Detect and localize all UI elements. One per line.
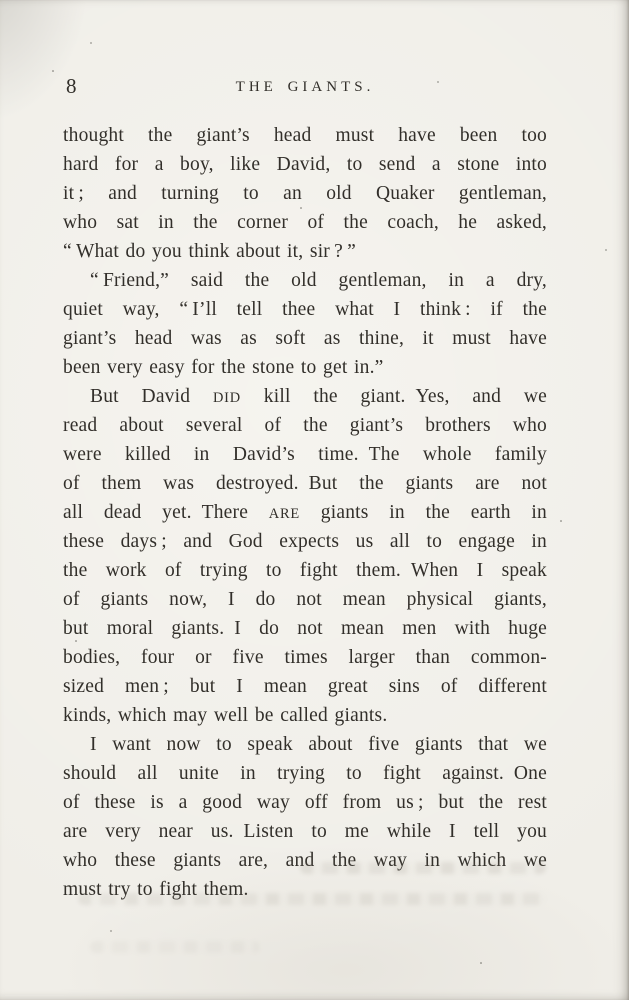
scan-speck <box>110 930 112 932</box>
scan-speck <box>52 70 54 72</box>
text-line: hard for a boy, like David, to send a stone into <box>63 154 547 175</box>
scan-speck <box>200 770 202 772</box>
text-line: who sat in the corner of the coach, he asked, <box>63 212 547 233</box>
scan-speck <box>480 962 482 964</box>
text-line: giant’s head was as soft as thine, it must have <box>63 328 547 349</box>
text-line: but moral giants. I do not mean men with huge <box>63 618 547 639</box>
text-line: the work of trying to fight them. When I speak <box>63 560 547 581</box>
text-line: read about several of the giant’s brothers who <box>63 415 547 436</box>
paragraph <box>63 382 547 730</box>
text-line: I want now to speak about five giants that we <box>90 734 547 755</box>
text-line: bodies, four or five times larger than common- <box>63 647 547 668</box>
text-line: of them was destroyed. But the giants are not <box>63 473 547 494</box>
text-line: should all unite in trying to fight against. One <box>63 763 547 784</box>
running-head-title: THE GIANTS. <box>235 79 375 95</box>
text-line: were killed in David’s time. The whole family <box>63 444 547 465</box>
small-caps-word: DID <box>212 390 241 406</box>
page-number: 8 <box>66 74 77 98</box>
text-line: kinds, which may well be called giants. <box>63 705 388 726</box>
bleed-through-mark <box>300 862 546 874</box>
text-line: of these is a good way off from us ; but the rest <box>63 792 547 813</box>
text-line: all dead yet. There ARE giants in the earth in <box>63 502 547 523</box>
scan-speck <box>560 520 562 522</box>
scan-speck <box>437 81 439 83</box>
text-line: it ; and turning to an old Quaker gentleman, <box>63 183 547 204</box>
scan-speck <box>605 249 607 251</box>
text-line: But David DID kill the giant. Yes, and we <box>90 386 547 407</box>
scan-speck <box>75 640 77 642</box>
text-line: “ Friend,” said the old gentleman, in a dry, <box>90 270 547 291</box>
text-line: “ What do you think about it, sir ? ” <box>63 241 356 262</box>
text-line: quiet way, “ I’ll tell thee what I think : if the <box>63 299 547 320</box>
text-line: must try to fight them. <box>63 879 249 900</box>
paragraph <box>63 266 547 382</box>
text-line: sized men ; but I mean great sins of different <box>63 676 547 697</box>
text-line: who these giants are, and the way in which we <box>63 850 547 871</box>
bleed-through-mark <box>90 941 260 953</box>
text-line: of giants now, I do not mean physical giants, <box>63 589 547 610</box>
paragraph <box>63 121 547 266</box>
paragraph <box>63 730 547 904</box>
text-line: been very easy for the stone to get in.” <box>63 357 384 378</box>
bleed-through-mark <box>78 893 546 905</box>
scan-speck <box>300 207 302 209</box>
text-line: thought the giant’s head must have been too <box>63 125 547 146</box>
text-line: are very near us. Listen to me while I tell you <box>63 821 547 842</box>
page-header <box>63 74 547 98</box>
body-text-block <box>63 121 547 904</box>
small-caps-word: ARE <box>268 506 301 522</box>
scan-speck <box>90 42 92 44</box>
text-line: these days ; and God expects us all to engage in <box>63 531 547 552</box>
